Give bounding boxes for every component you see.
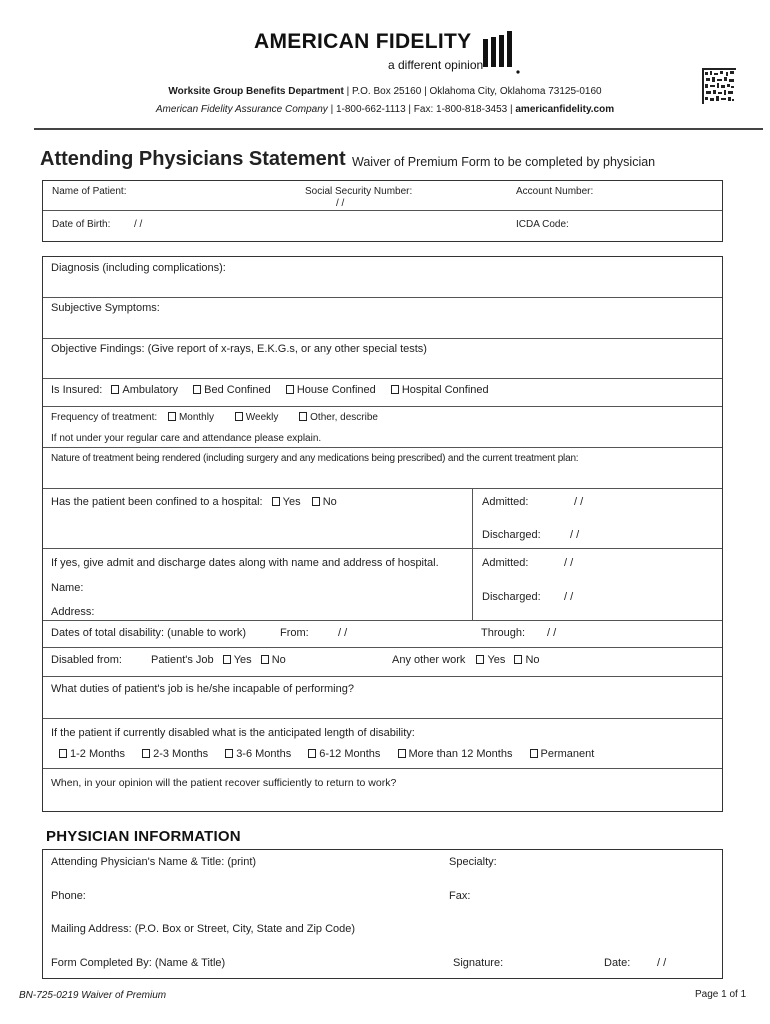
duties-label: What duties of patient's job is he/she incapable of performing?	[51, 683, 354, 695]
dob-label: Date of Birth:	[52, 219, 111, 230]
confined-question-label: Has the patient been confined to a hospital:	[51, 496, 263, 508]
confined-question-row	[51, 496, 337, 508]
checkbox-confined-no[interactable]	[312, 496, 337, 508]
length-options-row	[59, 748, 594, 760]
option-label: More than 12 Months	[408, 748, 513, 760]
account-number-label: Account Number:	[516, 186, 594, 197]
no-label: No	[271, 654, 286, 666]
checkbox-job-yes[interactable]	[223, 654, 252, 666]
contact-line	[0, 104, 770, 115]
any-other-work-row	[392, 654, 540, 666]
bed-confined-label: Bed Confined	[204, 384, 271, 396]
through-label: Through:	[481, 627, 526, 639]
treatment-nature-label: Nature of treatment being rendered (including surgery and any medications being prescribed) and the current treatment plan:	[51, 453, 579, 464]
admitted-slashes-2: / /	[564, 557, 574, 569]
checkbox-hospital-confined[interactable]	[391, 384, 489, 396]
checkbox-other-work-yes[interactable]	[476, 654, 505, 666]
date-slashes: / /	[657, 957, 667, 969]
other-describe-label: Other, describe	[310, 412, 378, 423]
company-name: AMERICAN FIDELITY	[254, 30, 472, 53]
option-label: 3-6 Months	[236, 748, 292, 760]
total-disability-label: Dates of total disability: (unable to work)	[51, 627, 247, 639]
from-label: From:	[280, 627, 309, 639]
option-label: 1-2 Months	[70, 748, 126, 760]
yes-label: Yes	[282, 496, 301, 508]
physician-section-title: PHYSICIAN INFORMATION	[46, 828, 241, 845]
objective-findings-label: Objective Findings: (Give report of x-rays, E.K.G.s, or any other special tests)	[51, 343, 427, 355]
hospital-dates-divider	[472, 488, 473, 620]
disabled-from-label: Disabled from:	[51, 654, 122, 666]
company-legal-name: American Fidelity Assurance Company	[155, 104, 328, 115]
regular-care-label: If not under your regular care and attendance please explain.	[51, 433, 322, 444]
divider	[43, 488, 722, 489]
divider	[43, 718, 722, 719]
option-label: 6-12 Months	[319, 748, 381, 760]
divider	[43, 378, 722, 379]
divider	[43, 447, 722, 448]
anticipated-length-label: If the patient if currently disabled what is the anticipated length of disability:	[51, 727, 415, 739]
if-yes-label: If yes, give admit and discharge dates along with name and address of hospital.	[51, 557, 439, 569]
divider	[43, 676, 722, 677]
department-line	[0, 86, 770, 97]
discharged-label-2: Discharged:	[482, 591, 541, 603]
checkbox-other-work-no[interactable]	[514, 654, 539, 666]
discharged-slashes-2: / /	[564, 591, 574, 603]
patient-box-divider	[43, 210, 722, 211]
through-slashes: / /	[547, 627, 557, 639]
hospital-name-label: Name:	[51, 582, 84, 594]
checkbox-ambulatory[interactable]	[111, 384, 178, 396]
date-label: Date:	[604, 957, 631, 969]
department-name: Worksite Group Benefits Department	[168, 86, 344, 97]
page-number: Page 1 of 1	[695, 989, 747, 1000]
ssn-slashes: / /	[336, 198, 345, 209]
diagnosis-label: Diagnosis (including complications):	[51, 262, 226, 274]
admitted-slashes: / /	[574, 496, 584, 508]
mailing-address-label: Mailing Address: (P.O. Box or Street, City, State and Zip Code)	[51, 923, 356, 935]
checkbox-more-than-12-months[interactable]	[398, 748, 513, 760]
insured-label: Is Insured:	[51, 384, 103, 396]
recover-label: When, in your opinion will the patient recover sufficiently to return to work?	[51, 777, 397, 789]
divider	[43, 647, 722, 648]
subjective-symptoms-label: Subjective Symptoms:	[51, 302, 160, 314]
yes-label: Yes	[233, 654, 252, 666]
option-label: 2-3 Months	[153, 748, 209, 760]
checkbox-bed-confined[interactable]	[193, 384, 271, 396]
checkbox-1-2-months[interactable]	[59, 748, 125, 760]
icda-code-label: ICDA Code:	[516, 219, 569, 230]
discharged-slashes: / /	[570, 529, 580, 541]
weekly-label: Weekly	[245, 412, 279, 423]
hospital-row-divider	[43, 548, 722, 549]
checkbox-monthly[interactable]	[168, 412, 214, 423]
checkbox-job-no[interactable]	[261, 654, 286, 666]
contact-numbers: | 1-800-662-1113 | Fax: 1-800-818-3453 |	[327, 104, 516, 115]
hospital-address-label: Address:	[51, 606, 95, 618]
divider	[43, 768, 722, 769]
form-subtitle: Waiver of Premium Form to be completed by physician	[352, 155, 656, 169]
discharged-label: Discharged:	[482, 529, 541, 541]
frequency-row	[51, 412, 378, 423]
from-slashes: / /	[338, 627, 348, 639]
frequency-label: Frequency of treatment:	[51, 412, 158, 423]
no-label: No	[525, 654, 540, 666]
header-divider	[34, 128, 763, 130]
form-id: BN-725-0219 Waiver of Premium	[19, 990, 167, 1001]
checkbox-6-12-months[interactable]	[308, 748, 380, 760]
divider	[43, 297, 722, 298]
checkbox-other[interactable]	[299, 412, 378, 423]
fax-label: Fax:	[449, 890, 471, 902]
admitted-label-2: Admitted:	[482, 557, 529, 569]
checkbox-3-6-months[interactable]	[225, 748, 291, 760]
checkbox-confined-yes[interactable]	[272, 496, 301, 508]
physician-name-label: Attending Physician's Name & Title: (print)	[51, 856, 257, 868]
admitted-label: Admitted:	[482, 496, 529, 508]
option-label: Permanent	[540, 748, 595, 760]
patients-job-label: Patient's Job	[151, 654, 214, 666]
ambulatory-label: Ambulatory	[122, 384, 179, 396]
checkbox-weekly[interactable]	[235, 412, 279, 423]
checkbox-2-3-months[interactable]	[142, 748, 208, 760]
checkbox-house-confined[interactable]	[286, 384, 376, 396]
checkbox-permanent[interactable]	[530, 748, 595, 760]
specialty-label: Specialty:	[449, 856, 497, 868]
company-tagline: a different opinion	[388, 58, 484, 72]
no-label: No	[322, 496, 337, 508]
department-address: | P.O. Box 25160 | Oklahoma City, Oklahoma 73125-0160	[343, 86, 602, 97]
website-link[interactable]: americanfidelity.com	[515, 104, 615, 115]
any-other-work-label: Any other work	[392, 654, 466, 666]
monthly-label: Monthly	[178, 412, 214, 423]
signature-label: Signature:	[453, 957, 504, 969]
patients-job-row	[151, 654, 286, 666]
patient-name-label: Name of Patient:	[52, 186, 127, 197]
ssn-label: Social Security Number:	[305, 186, 413, 197]
divider	[43, 406, 722, 407]
divider	[43, 338, 722, 339]
dob-slashes: / /	[134, 219, 143, 230]
completed-by-label: Form Completed By: (Name & Title)	[51, 957, 226, 969]
yes-label: Yes	[487, 654, 506, 666]
hospital-confined-label: Hospital Confined	[401, 384, 489, 396]
form-title: Attending Physicians Statement	[40, 148, 346, 170]
divider	[43, 620, 722, 621]
phone-label: Phone:	[51, 890, 86, 902]
house-confined-label: House Confined	[296, 384, 376, 396]
company-logo-icon	[482, 29, 524, 75]
insured-row	[51, 384, 489, 396]
